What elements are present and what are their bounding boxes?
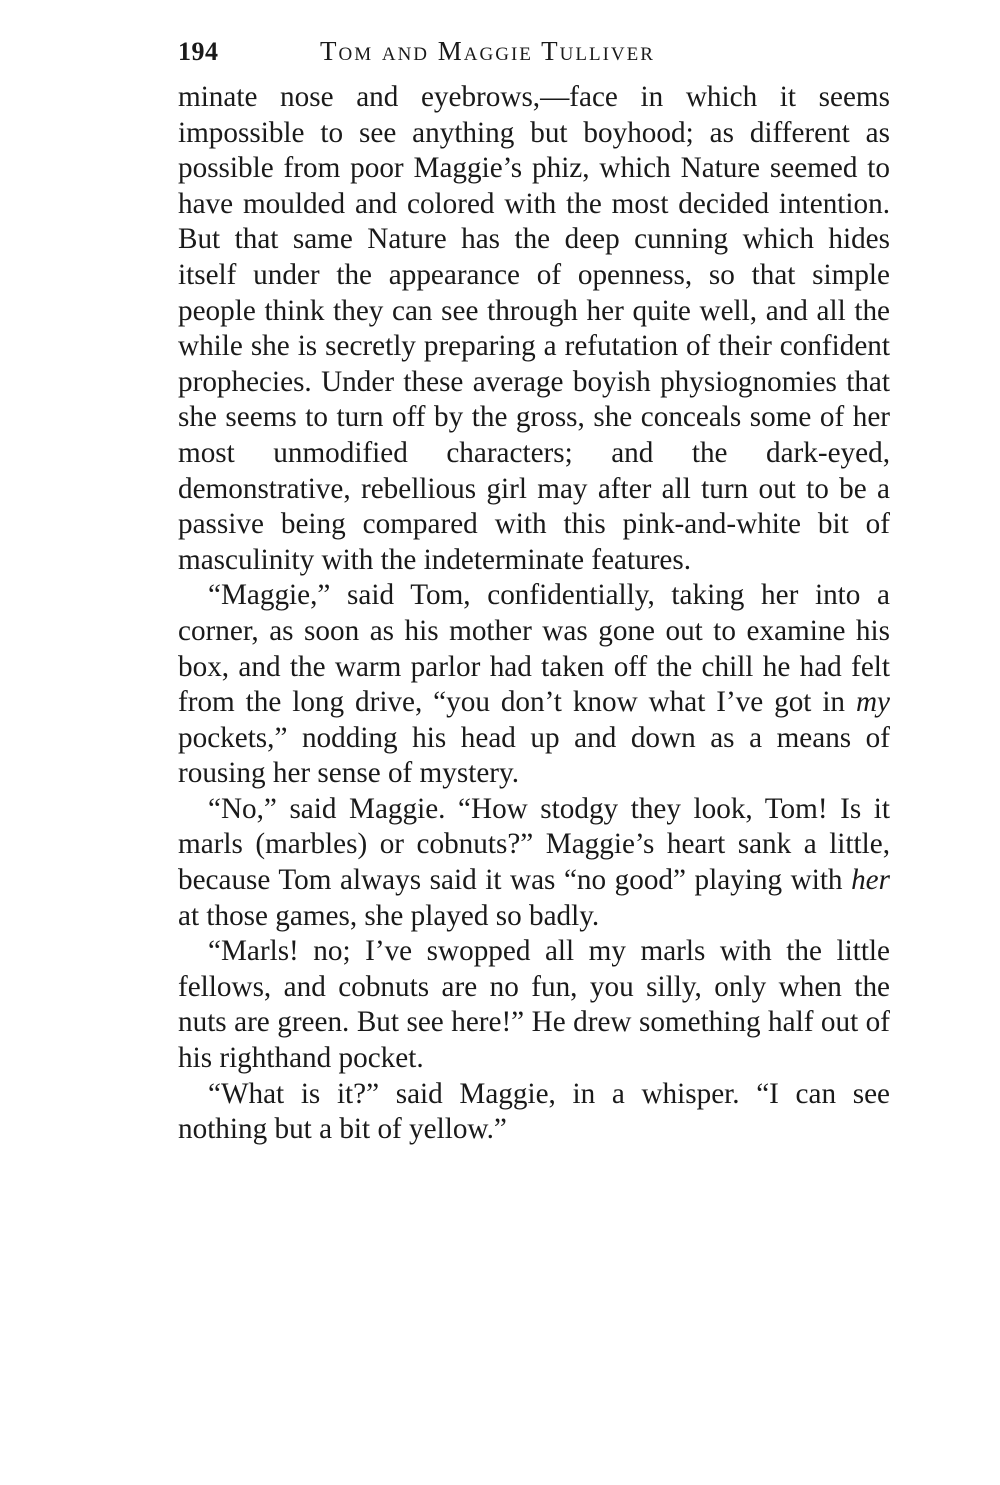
page-number: 194: [178, 37, 219, 66]
paragraph-3-after: at those games, she played so badly.: [178, 899, 600, 932]
running-title: Tom and Maggie Tulliver: [320, 36, 655, 66]
paragraph-3-before: “No,” said Maggie. “How stodgy they look, Tom! Is it marls (marbles) or cobnuts?” Maggie’s heart sank a little, because Tom always said it was “no good” playing with: [178, 792, 890, 897]
paragraph-3: [178, 792, 890, 934]
running-head: [178, 36, 890, 80]
paragraph-2-emphasis: my: [855, 686, 890, 719]
book-page: [178, 36, 890, 1148]
paragraph-2-after: pockets,” nodding his head up and down as a means of rousing her sense of mystery.: [178, 721, 890, 790]
paragraph-5: “What is it?” said Maggie, in a whisper. “I can see nothing but a bit of yellow.”: [178, 1077, 890, 1146]
paragraph-4: “Marls! no; I’ve swopped all my marls with the little fellows, and cobnuts are no fun, you silly, only when the nuts are green. But see here!” He drew something half out of his righthand pocket.: [178, 935, 890, 1075]
paragraph-2: [178, 578, 890, 792]
paragraph-1: minate nose and eyebrows,—face in which it seems impossible to see anything but boyhood; as different as possible from poor Maggie’s phiz, which Nature seemed to have moulded and colored with the most decided intention. But that same Nature has the deep cunning which hides itself under the appearance of openness, so that simple people think they can see through her quite well, and all the while she is secretly preparing a refutation of their confident prophecies. Under these average boyish physiognomies that she seems to turn off by the gross, she conceals some of her most unmodified characters; and the dark-eyed, demonstrative, rebellious girl may after all turn out to be a passive being compared with this pink-and-white bit of masculinity with the indeterminate features.: [178, 81, 890, 576]
body-text: [178, 80, 890, 1148]
paragraph-3-emphasis: her: [851, 864, 890, 897]
paragraph-2-before: “Maggie,” said Tom, confidentially, taking her into a corner, as soon as his mother was gone out to examine his box, and the warm parlor had taken off the chill he had felt from the long drive, “you don’t know what I’ve got in: [178, 579, 890, 719]
